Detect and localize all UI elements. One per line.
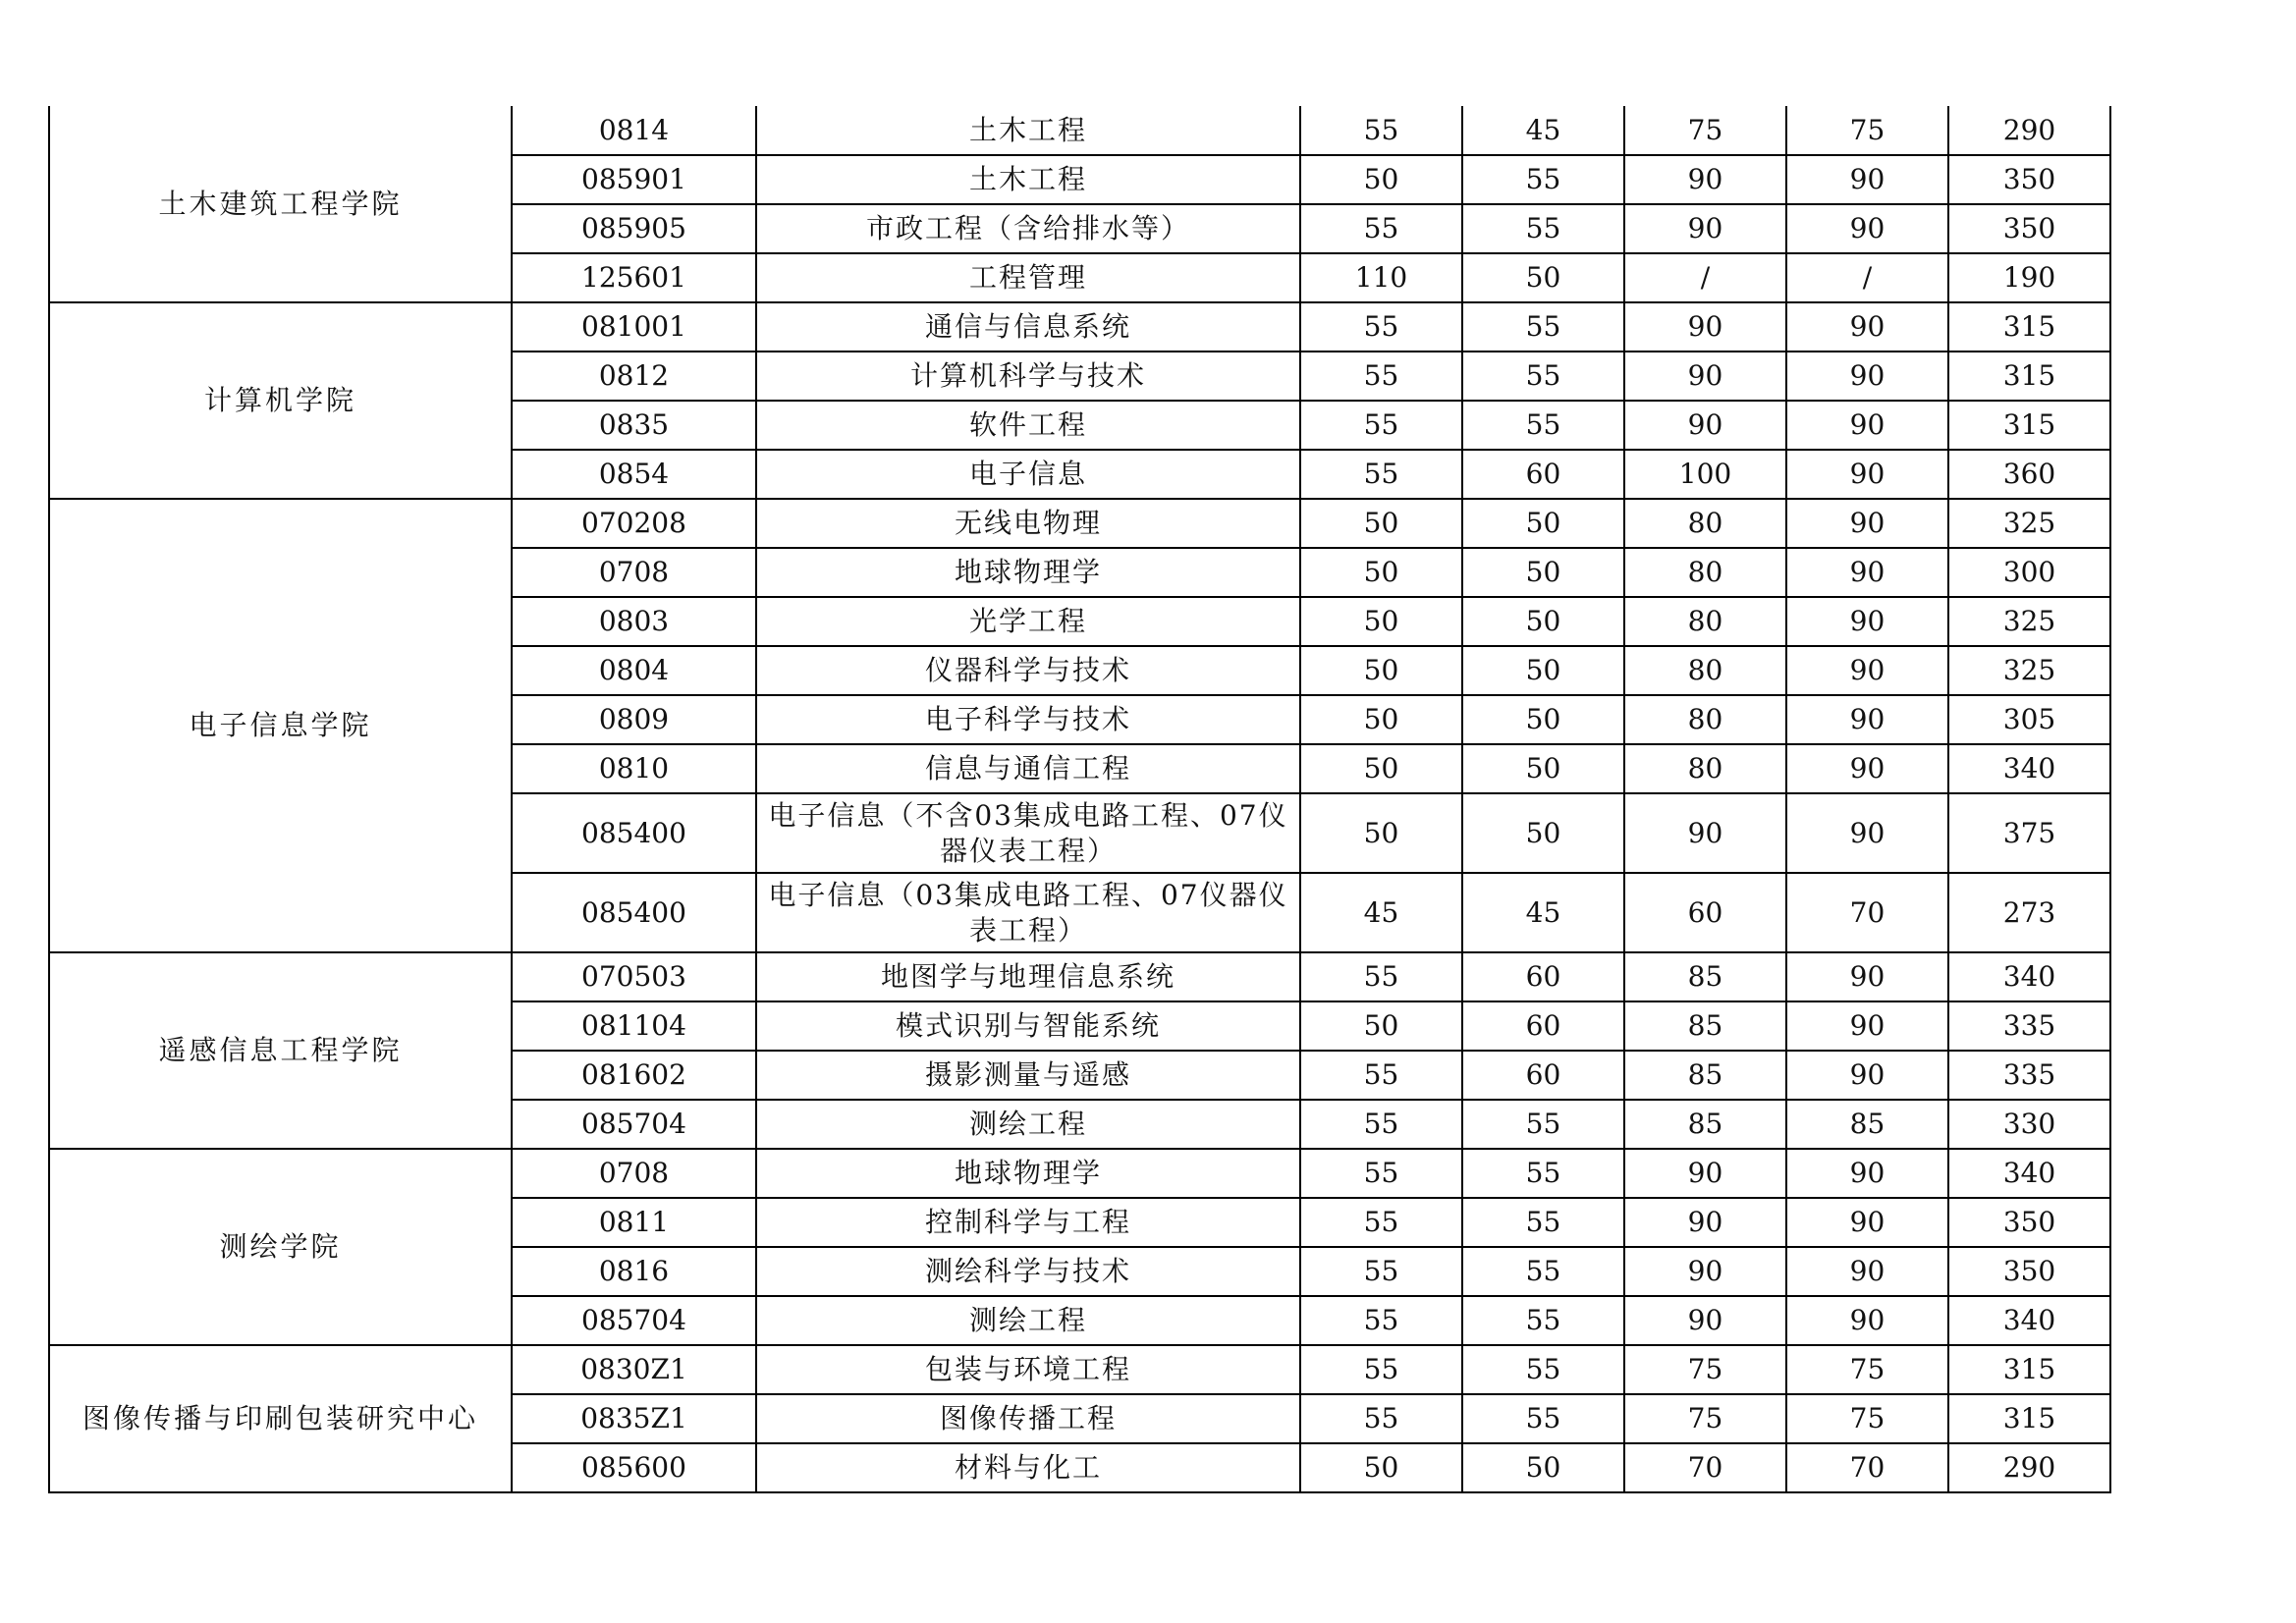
major-name-cell: 计算机科学与技术 [756,352,1300,401]
score-subject-two-cell: 90 [1786,499,1948,548]
score-subject-two-cell: 90 [1786,548,1948,597]
score-politics-cell: 50 [1300,155,1462,204]
score-subject-two-cell: 90 [1786,1001,1948,1051]
major-name-cell: 图像传播工程 [756,1394,1300,1443]
college-name-cell: 图像传播与印刷包装研究中心 [49,1345,512,1492]
college-group [49,1345,2110,1492]
total-score-cell: 305 [1948,695,2110,744]
score-subject-two-cell: 85 [1786,1100,1948,1149]
major-name-cell: 电子科学与技术 [756,695,1300,744]
table-row [49,302,2110,352]
program-code-cell: 081602 [512,1051,756,1100]
score-foreign-language-cell: 55 [1462,204,1624,253]
score-subject-one-cell: 85 [1624,1051,1786,1100]
score-subject-two-cell: 90 [1786,646,1948,695]
score-subject-two-cell: 75 [1786,106,1948,155]
program-code-cell: 0854 [512,450,756,499]
score-subject-one-cell: 90 [1624,1198,1786,1247]
program-code-cell: 085905 [512,204,756,253]
score-foreign-language-cell: 55 [1462,1247,1624,1296]
total-score-cell: 340 [1948,744,2110,793]
total-score-cell: 360 [1948,450,2110,499]
total-score-cell: 290 [1948,106,2110,155]
program-code-cell: 0804 [512,646,756,695]
score-subject-two-cell: 75 [1786,1394,1948,1443]
score-subject-two-cell: 90 [1786,1247,1948,1296]
total-score-cell: 315 [1948,1345,2110,1394]
major-name-cell: 摄影测量与遥感 [756,1051,1300,1100]
total-score-cell: 335 [1948,1001,2110,1051]
score-subject-one-cell: 90 [1624,204,1786,253]
score-politics-cell: 50 [1300,597,1462,646]
score-politics-cell: 55 [1300,450,1462,499]
college-group [49,499,2110,952]
score-subject-one-cell: 85 [1624,1100,1786,1149]
major-name-cell: 控制科学与工程 [756,1198,1300,1247]
score-subject-one-cell: 90 [1624,401,1786,450]
table-row [49,106,2110,155]
score-foreign-language-cell: 55 [1462,1394,1624,1443]
score-politics-cell: 55 [1300,1394,1462,1443]
table-row [49,1149,2110,1198]
score-subject-one-cell: 80 [1624,548,1786,597]
score-subject-one-cell: 90 [1624,793,1786,873]
college-name-cell: 遥感信息工程学院 [49,952,512,1149]
score-politics-cell: 55 [1300,1100,1462,1149]
college-name-cell: 电子信息学院 [49,499,512,952]
program-code-cell: 0810 [512,744,756,793]
score-foreign-language-cell: 60 [1462,1001,1624,1051]
program-code-cell: 085704 [512,1100,756,1149]
major-name-cell: 地球物理学 [756,548,1300,597]
major-name-cell: 电子信息（03集成电路工程、07仪器仪表工程） [756,873,1300,952]
score-subject-two-cell: 90 [1786,597,1948,646]
score-subject-two-cell: 90 [1786,1296,1948,1345]
college-group [49,106,2110,302]
program-code-cell: 070208 [512,499,756,548]
score-politics-cell: 55 [1300,1051,1462,1100]
score-subject-two-cell: 90 [1786,1051,1948,1100]
program-code-cell: 085400 [512,873,756,952]
total-score-cell: 350 [1948,1198,2110,1247]
score-subject-two-cell: 90 [1786,352,1948,401]
score-foreign-language-cell: 55 [1462,1296,1624,1345]
score-foreign-language-cell: 50 [1462,253,1624,302]
score-subject-two-cell: 90 [1786,155,1948,204]
score-foreign-language-cell: 50 [1462,597,1624,646]
score-subject-one-cell: 90 [1624,1247,1786,1296]
score-subject-one-cell: 90 [1624,155,1786,204]
score-subject-one-cell: 90 [1624,352,1786,401]
score-foreign-language-cell: 50 [1462,793,1624,873]
score-subject-one-cell: 80 [1624,597,1786,646]
score-subject-two-cell: 75 [1786,1345,1948,1394]
score-politics-cell: 55 [1300,302,1462,352]
table-row [49,1345,2110,1394]
total-score-cell: 315 [1948,401,2110,450]
score-subject-one-cell: 70 [1624,1443,1786,1492]
total-score-cell: 190 [1948,253,2110,302]
total-score-cell: 325 [1948,597,2110,646]
program-code-cell: 081104 [512,1001,756,1051]
program-code-cell: 0814 [512,106,756,155]
score-foreign-language-cell: 55 [1462,1345,1624,1394]
score-politics-cell: 50 [1300,695,1462,744]
score-politics-cell: 55 [1300,106,1462,155]
major-name-cell: 地图学与地理信息系统 [756,952,1300,1001]
total-score-cell: 350 [1948,204,2110,253]
program-code-cell: 081001 [512,302,756,352]
score-foreign-language-cell: 50 [1462,1443,1624,1492]
program-code-cell: 0708 [512,1149,756,1198]
total-score-cell: 273 [1948,873,2110,952]
score-subject-one-cell: 90 [1624,302,1786,352]
total-score-cell: 340 [1948,1149,2110,1198]
college-name-cell: 土木建筑工程学院 [49,106,512,302]
score-politics-cell: 45 [1300,873,1462,952]
program-code-cell: 125601 [512,253,756,302]
score-subject-two-cell: 70 [1786,1443,1948,1492]
score-politics-cell: 55 [1300,952,1462,1001]
score-politics-cell: 110 [1300,253,1462,302]
score-foreign-language-cell: 55 [1462,1198,1624,1247]
program-code-cell: 0809 [512,695,756,744]
score-subject-two-cell: 90 [1786,1149,1948,1198]
total-score-cell: 335 [1948,1051,2110,1100]
score-subject-one-cell: 100 [1624,450,1786,499]
score-foreign-language-cell: 55 [1462,302,1624,352]
program-code-cell: 0803 [512,597,756,646]
total-score-cell: 325 [1948,646,2110,695]
score-subject-one-cell: 80 [1624,695,1786,744]
program-code-cell: 085901 [512,155,756,204]
total-score-cell: 330 [1948,1100,2110,1149]
total-score-cell: 375 [1948,793,2110,873]
total-score-cell: 300 [1948,548,2110,597]
score-politics-cell: 50 [1300,744,1462,793]
score-subject-two-cell: 90 [1786,952,1948,1001]
major-name-cell: 市政工程（含给排水等） [756,204,1300,253]
score-subject-two-cell: 90 [1786,695,1948,744]
program-code-cell: 0816 [512,1247,756,1296]
major-name-cell: 地球物理学 [756,1149,1300,1198]
total-score-cell: 325 [1948,499,2110,548]
major-name-cell: 土木工程 [756,106,1300,155]
program-code-cell: 0708 [512,548,756,597]
score-politics-cell: 55 [1300,1345,1462,1394]
score-foreign-language-cell: 55 [1462,1100,1624,1149]
score-foreign-language-cell: 45 [1462,873,1624,952]
score-subject-one-cell: 80 [1624,646,1786,695]
score-foreign-language-cell: 45 [1462,106,1624,155]
college-name-cell: 测绘学院 [49,1149,512,1345]
score-subject-one-cell: 85 [1624,952,1786,1001]
program-code-cell: 085600 [512,1443,756,1492]
score-subject-one-cell: / [1624,253,1786,302]
major-name-cell: 材料与化工 [756,1443,1300,1492]
total-score-cell: 340 [1948,1296,2110,1345]
major-name-cell: 测绘工程 [756,1296,1300,1345]
college-group [49,1149,2110,1345]
program-code-cell: 0835 [512,401,756,450]
total-score-cell: 315 [1948,352,2110,401]
score-politics-cell: 50 [1300,499,1462,548]
score-subject-two-cell: / [1786,253,1948,302]
score-foreign-language-cell: 55 [1462,352,1624,401]
college-name-cell: 计算机学院 [49,302,512,499]
major-name-cell: 工程管理 [756,253,1300,302]
major-name-cell: 电子信息（不含03集成电路工程、07仪器仪表工程） [756,793,1300,873]
score-subject-one-cell: 75 [1624,1345,1786,1394]
score-table [48,106,2111,1493]
score-foreign-language-cell: 50 [1462,695,1624,744]
major-name-cell: 信息与通信工程 [756,744,1300,793]
major-name-cell: 模式识别与智能系统 [756,1001,1300,1051]
college-group [49,952,2110,1149]
total-score-cell: 315 [1948,1394,2110,1443]
table-row [49,499,2110,548]
total-score-cell: 350 [1948,1247,2110,1296]
score-subject-one-cell: 85 [1624,1001,1786,1051]
score-subject-one-cell: 80 [1624,499,1786,548]
major-name-cell: 软件工程 [756,401,1300,450]
score-foreign-language-cell: 55 [1462,155,1624,204]
score-foreign-language-cell: 50 [1462,646,1624,695]
college-group [49,302,2110,499]
score-politics-cell: 55 [1300,204,1462,253]
score-politics-cell: 55 [1300,1198,1462,1247]
score-foreign-language-cell: 55 [1462,401,1624,450]
program-code-cell: 0830Z1 [512,1345,756,1394]
program-code-cell: 0812 [512,352,756,401]
score-politics-cell: 50 [1300,1443,1462,1492]
major-name-cell: 测绘科学与技术 [756,1247,1300,1296]
score-subject-two-cell: 90 [1786,744,1948,793]
score-politics-cell: 50 [1300,1001,1462,1051]
score-subject-two-cell: 70 [1786,873,1948,952]
total-score-cell: 340 [1948,952,2110,1001]
major-name-cell: 电子信息 [756,450,1300,499]
score-subject-one-cell: 90 [1624,1296,1786,1345]
total-score-cell: 350 [1948,155,2110,204]
program-code-cell: 0811 [512,1198,756,1247]
program-code-cell: 070503 [512,952,756,1001]
score-subject-two-cell: 90 [1786,1198,1948,1247]
score-politics-cell: 50 [1300,548,1462,597]
table-row [49,952,2110,1001]
score-foreign-language-cell: 50 [1462,548,1624,597]
score-subject-one-cell: 75 [1624,1394,1786,1443]
major-name-cell: 仪器科学与技术 [756,646,1300,695]
score-foreign-language-cell: 60 [1462,952,1624,1001]
major-name-cell: 无线电物理 [756,499,1300,548]
major-name-cell: 测绘工程 [756,1100,1300,1149]
major-name-cell: 光学工程 [756,597,1300,646]
score-subject-one-cell: 75 [1624,106,1786,155]
score-subject-two-cell: 90 [1786,401,1948,450]
program-code-cell: 0835Z1 [512,1394,756,1443]
score-subject-one-cell: 80 [1624,744,1786,793]
score-foreign-language-cell: 50 [1462,499,1624,548]
score-politics-cell: 55 [1300,352,1462,401]
score-subject-two-cell: 90 [1786,204,1948,253]
score-politics-cell: 55 [1300,1296,1462,1345]
score-politics-cell: 55 [1300,401,1462,450]
program-code-cell: 085704 [512,1296,756,1345]
score-politics-cell: 50 [1300,793,1462,873]
score-subject-one-cell: 90 [1624,1149,1786,1198]
score-foreign-language-cell: 50 [1462,744,1624,793]
major-name-cell: 包装与环境工程 [756,1345,1300,1394]
major-name-cell: 土木工程 [756,155,1300,204]
score-foreign-language-cell: 60 [1462,1051,1624,1100]
score-foreign-language-cell: 55 [1462,1149,1624,1198]
score-subject-two-cell: 90 [1786,450,1948,499]
score-politics-cell: 55 [1300,1247,1462,1296]
score-politics-cell: 50 [1300,646,1462,695]
program-code-cell: 085400 [512,793,756,873]
total-score-cell: 315 [1948,302,2110,352]
total-score-cell: 290 [1948,1443,2110,1492]
score-politics-cell: 55 [1300,1149,1462,1198]
major-name-cell: 通信与信息系统 [756,302,1300,352]
score-subject-two-cell: 90 [1786,302,1948,352]
score-subject-one-cell: 60 [1624,873,1786,952]
score-subject-two-cell: 90 [1786,793,1948,873]
score-foreign-language-cell: 60 [1462,450,1624,499]
